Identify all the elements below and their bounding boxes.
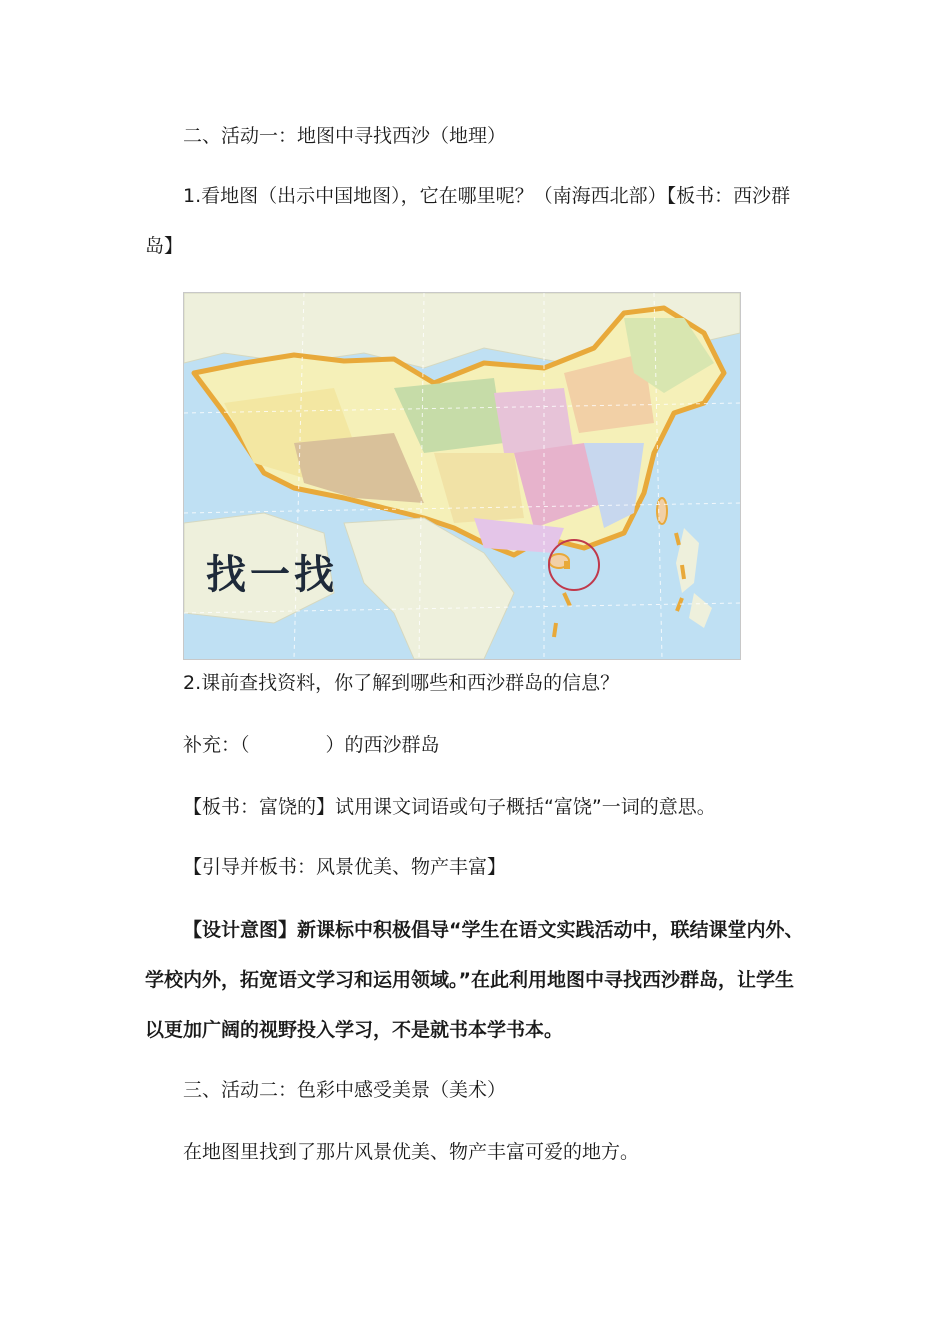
map-drawing [184, 293, 740, 659]
china-map-image [183, 292, 741, 660]
section3-heading: 三、活动二：色彩中感受美景（美术） [183, 1079, 507, 1101]
question-2: 2.课前查找资料，你了解到哪些和西沙群岛的信息？ [183, 672, 620, 694]
section2-heading: 二、活动一：地图中寻找西沙（地理） [183, 125, 507, 147]
board-rich-line: 【板书：富饶的】试用课文词语或句子概括“富饶”一词的意思。 [183, 796, 716, 818]
design-intent-line-2: 学校内外，拓宽语文学习和运用领域。”在此利用地图中寻找西沙群岛，让学生 [145, 969, 794, 991]
board-guide-line: 【引导并板书：风景优美、物产丰富】 [183, 856, 507, 878]
map-caption: 找一找 [206, 551, 338, 598]
design-intent-line-1: 【设计意图】新课标中积极倡导“学生在语文实践活动中，联结课堂内外、 [183, 919, 804, 941]
supplement-line: 补充：（ ）的西沙群岛 [183, 734, 440, 756]
closing-line: 在地图里找到了那片风景优美、物产丰富可爱的地方。 [183, 1141, 640, 1163]
question-1-line-1: 1.看地图（出示中国地图），它在哪里呢？（南海西北部）【板书：西沙群 [183, 185, 791, 207]
question-1-line-2: 岛】 [145, 235, 184, 257]
design-intent-line-3: 以更加广阔的视野投入学习，不是就书本学书本。 [145, 1019, 564, 1041]
